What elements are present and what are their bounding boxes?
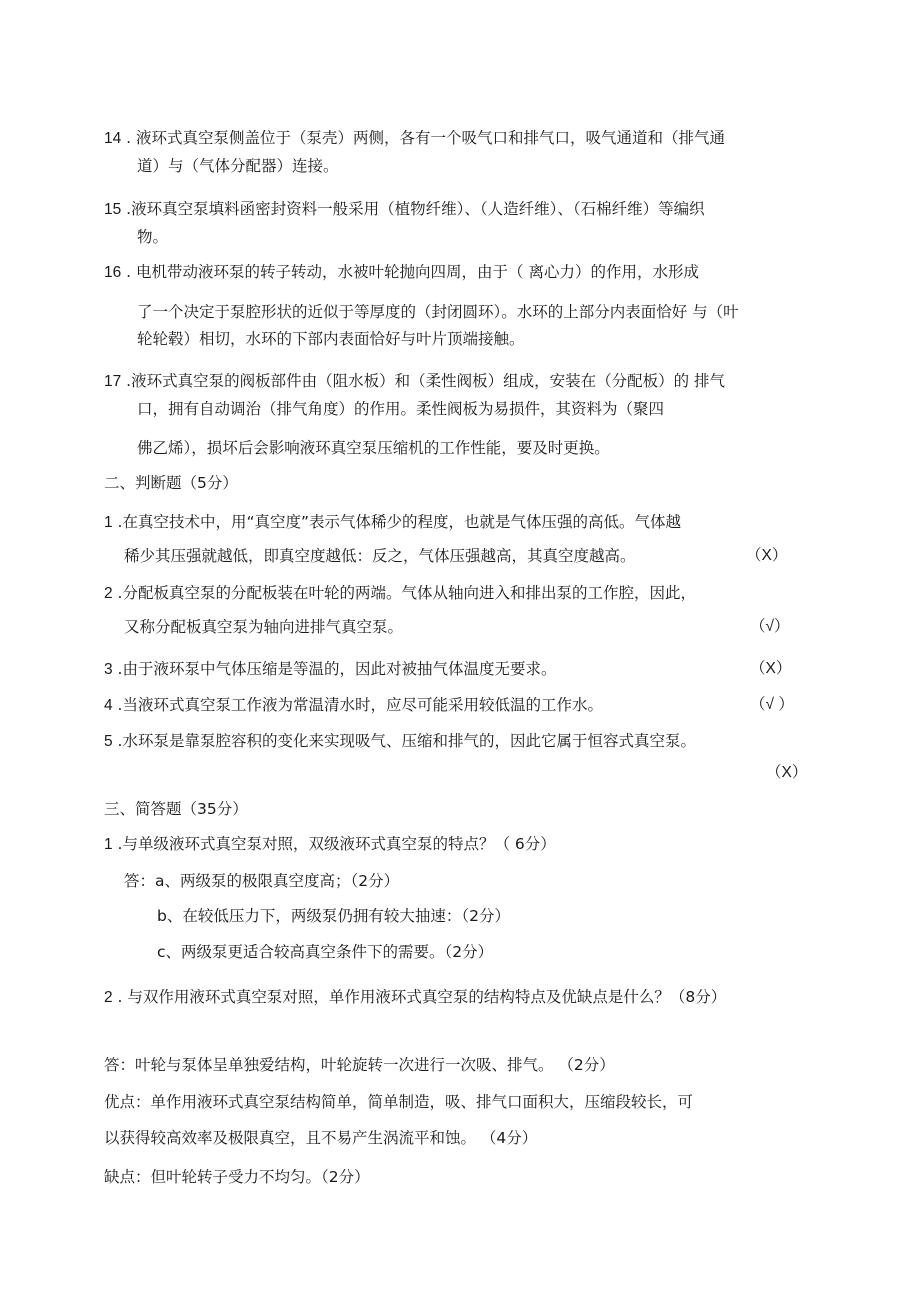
judge-item-1-number: 1 [104, 514, 113, 531]
judge-section-heading: 二、判断题（5分） [104, 474, 238, 492]
judge-item-3-line-1 [104, 658, 556, 681]
q14-line-2: 道）与（气体分配器）连接。 [137, 157, 339, 175]
judge-item-2-text-1: .分配板真空泵的分配板装在叶轮的两端。气体从轴向进入和排出泵的工作腔，因此， [112, 584, 696, 602]
judge-item-1-text-1: .在真空技术中，用“真空度”表示气体稀少的程度，也就是气体压强的高低。气体越 [112, 513, 682, 531]
judge-item-3-text-1: .由于液环泵中气体压缩是等温的，因此对被抽气体温度无要求。 [112, 660, 557, 678]
judge-item-5-text-1: .水环泵是靠泵腔容积的变化来实现吸气、压缩和排气的，因此它属于恒容式真空泵。 [112, 732, 696, 750]
q16-line-2: 了一个决定于泵腔形状的近似于等厚度的（封闭圆环）。水环的上部分内表面恰好 与（叶 [137, 303, 739, 321]
q17-line-2: 口，拥有自动调治（排气角度）的作用。柔性阀板为易损件，其资料为（聚四 [137, 400, 665, 418]
short-q2-cons: 缺点：但叶轮转子受力不均匀。（2分） [104, 1168, 370, 1186]
judge-item-2-number: 2 [104, 585, 113, 602]
q15-line-2: 物。 [137, 228, 169, 246]
judge-item-4-text-1: .当液环式真空泵工作液为常温清水时，应尽可能采用较低温的工作水。 [112, 696, 603, 714]
judge-item-5-line-1 [104, 730, 696, 753]
q15-line-1 [104, 198, 705, 221]
judge-item-4-line-1 [104, 694, 603, 717]
short-q1-text: .与单级液环式真空泵对照，双级液环式真空泵的特点？（ 6分） [112, 835, 556, 853]
judge-item-4-answer: （√ ） [750, 696, 794, 713]
q15-text-1: .液环真空泵填料函密封资料一般采用（植物纤维）、（人造纤维）、（石棉纤维）等编织 [121, 200, 705, 218]
judge-item-3-number: 3 [104, 661, 113, 678]
q17-text-1: .液环式真空泵的阀板部件由（阻水板）和（柔性阀板）组成，安装在（分配板）的 排气 [121, 372, 726, 390]
judge-item-5-answer: （X） [766, 764, 808, 781]
q16-number: 16 [104, 264, 122, 281]
short-q1-answer-c: c、两级泵更适合较高真空条件下的需要。（2分） [157, 943, 494, 961]
q14-line-1 [104, 127, 725, 150]
short-q2-number: 2 [104, 989, 113, 1006]
q17-number: 17 [104, 373, 122, 390]
judge-item-2-line-1 [104, 582, 696, 605]
judge-item-4-number: 4 [104, 697, 113, 714]
short-q1-number: 1 [104, 836, 113, 853]
q14-number: 14 [104, 130, 122, 147]
short-section-heading: 三、简答题（35分） [104, 800, 248, 818]
q17-line-1 [104, 370, 725, 393]
judge-item-2-answer: （√） [750, 618, 790, 635]
q16-line-3: 轮轮毂）相切，水环的下部内表面恰好与叶片顶端接触。 [137, 330, 525, 348]
q16-text-1: . 电机带动液环泵的转子转动，水被叶轮抛向四周，由于（ 离心力）的作用，水形成 [121, 263, 699, 281]
short-q2-pros-line-2: 以获得较高效率及极限真空，且不易产生涡流平和蚀。 （4分） [104, 1129, 538, 1147]
judge-item-5-number: 5 [104, 733, 113, 750]
short-q1-answer-a: 答：a、两级泵的极限真空度高；（2分） [124, 872, 400, 890]
judge-item-1-line-2: 稀少其压强就越低，即真空度越低：反之，气体压强越高，其真空度越高。 [124, 547, 636, 565]
q16-line-1 [104, 261, 699, 284]
judge-item-1-answer: （X） [746, 547, 788, 564]
q14-text-1: . 液环式真空泵侧盖位于（泵壳）两侧，各有一个吸气口和排气口，吸气通道和（排气通 [121, 129, 726, 147]
short-q2-question [104, 986, 726, 1009]
judge-item-3-answer: （X） [750, 660, 792, 677]
judge-item-2-line-2: 又称分配板真空泵为轴向进排气真空泵。 [124, 618, 404, 636]
short-q2-answer: 答：叶轮与泵体呈单独爱结构，叶轮旋转一次进行一次吸、排气。 （2分） [104, 1056, 615, 1074]
short-q1-question [104, 833, 556, 856]
q15-number: 15 [104, 201, 122, 218]
q17-line-3: 佛乙烯），损坏后会影响液环真空泵压缩机的工作性能，要及时更换。 [137, 439, 610, 457]
short-q2-text: . 与双作用液环式真空泵对照，单作用液环式真空泵的结构特点及优缺点是什么？（8分） [112, 988, 727, 1006]
short-q2-pros-line-1: 优点：单作用液环式真空泵结构简单，简单制造，吸、排气口面积大，压缩段较长，可 [104, 1093, 694, 1111]
short-q1-answer-b: b、在较低压力下，两级泵仍拥有较大抽速：（2分） [157, 907, 510, 925]
judge-item-1-line-1 [104, 511, 681, 534]
